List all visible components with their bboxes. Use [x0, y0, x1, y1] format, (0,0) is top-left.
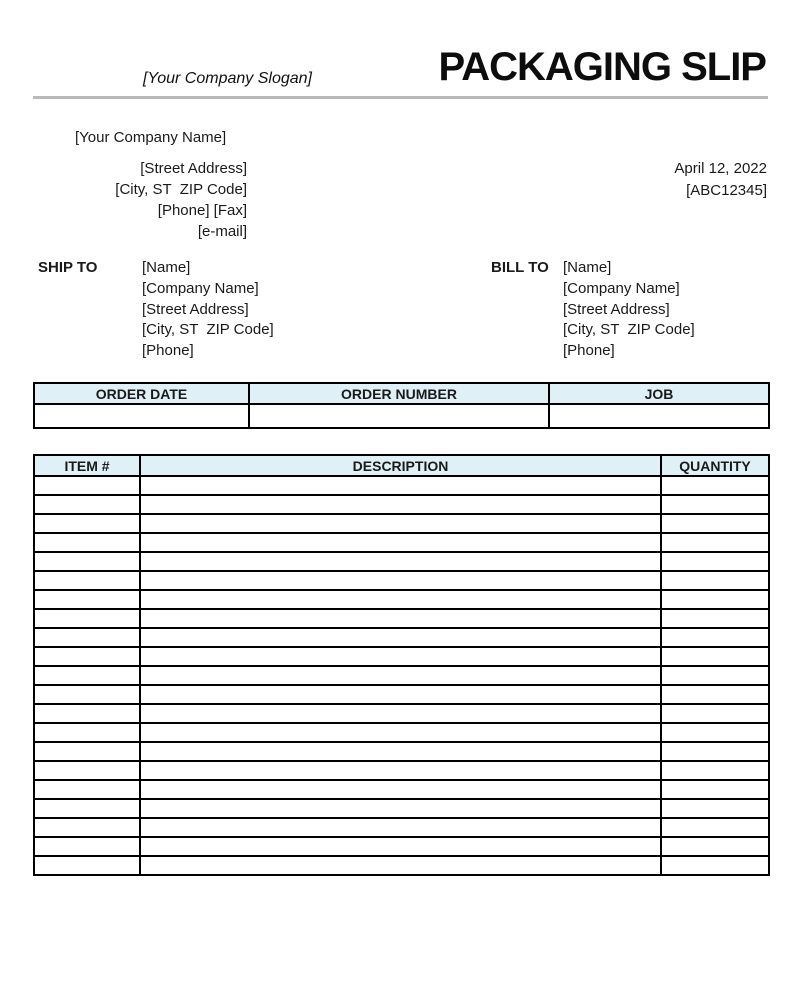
bill-to-street: [Street Address]	[563, 300, 670, 318]
line-item-description-field[interactable]	[140, 837, 661, 856]
line-item-item-number-field[interactable]	[34, 742, 140, 761]
line-item-quantity-field[interactable]	[661, 590, 769, 609]
line-item-description-field[interactable]	[140, 628, 661, 647]
header-divider	[33, 96, 768, 99]
line-item-row	[34, 704, 769, 723]
line-item-quantity-field[interactable]	[661, 533, 769, 552]
line-item-row	[34, 742, 769, 761]
line-item-row	[34, 476, 769, 495]
company-address-block	[33, 158, 247, 242]
line-item-row	[34, 495, 769, 514]
line-item-quantity-field[interactable]	[661, 837, 769, 856]
line-item-row	[34, 628, 769, 647]
order-date-header: ORDER DATE	[34, 383, 249, 404]
line-item-item-number-field[interactable]	[34, 476, 140, 495]
document-reference: [ABC12345]	[686, 181, 767, 199]
line-item-description-field[interactable]	[140, 780, 661, 799]
line-item-description-field[interactable]	[140, 704, 661, 723]
line-item-description-field[interactable]	[140, 742, 661, 761]
document-meta-block	[674, 158, 767, 201]
line-item-item-number-field[interactable]	[34, 552, 140, 571]
item-number-header: ITEM #	[34, 455, 140, 476]
line-item-row	[34, 723, 769, 742]
line-item-row	[34, 761, 769, 780]
line-item-item-number-field[interactable]	[34, 761, 140, 780]
line-item-row	[34, 514, 769, 533]
line-items-body	[34, 476, 769, 875]
line-item-description-field[interactable]	[140, 818, 661, 837]
line-item-description-field[interactable]	[140, 476, 661, 495]
line-item-description-field[interactable]	[140, 799, 661, 818]
line-item-quantity-field[interactable]	[661, 571, 769, 590]
line-item-description-field[interactable]	[140, 533, 661, 552]
order-info-header-row	[34, 383, 769, 404]
company-name: [Your Company Name]	[75, 129, 227, 146]
quantity-header: QUANTITY	[661, 455, 769, 476]
line-item-quantity-field[interactable]	[661, 628, 769, 647]
job-field[interactable]	[549, 404, 769, 428]
line-item-item-number-field[interactable]	[34, 590, 140, 609]
line-item-description-field[interactable]	[140, 571, 661, 590]
ship-to-city-state-zip: [City, ST ZIP Code]	[142, 321, 274, 339]
line-item-description-field[interactable]	[140, 590, 661, 609]
line-item-item-number-field[interactable]	[34, 495, 140, 514]
order-number-field[interactable]	[249, 404, 549, 428]
bill-to-name: [Name]	[563, 259, 612, 276]
job-header: JOB	[549, 383, 769, 404]
line-items-table	[33, 454, 770, 876]
line-item-item-number-field[interactable]	[34, 780, 140, 799]
line-item-description-field[interactable]	[140, 723, 661, 742]
line-item-description-field[interactable]	[140, 552, 661, 571]
line-item-quantity-field[interactable]	[661, 609, 769, 628]
ship-to-street: [Street Address]	[142, 300, 249, 318]
bill-to-address-block	[563, 258, 695, 362]
line-item-item-number-field[interactable]	[34, 704, 140, 723]
description-header: DESCRIPTION	[140, 455, 661, 476]
document-date: April 12, 2022	[674, 160, 767, 177]
ship-to-company: [Company Name]	[142, 279, 259, 297]
line-item-row	[34, 856, 769, 875]
line-item-quantity-field[interactable]	[661, 666, 769, 685]
line-item-row	[34, 609, 769, 628]
line-item-row	[34, 571, 769, 590]
company-slogan: [Your Company Slogan]	[143, 70, 312, 87]
line-item-item-number-field[interactable]	[34, 666, 140, 685]
order-info-table	[33, 382, 770, 429]
line-item-description-field[interactable]	[140, 514, 661, 533]
bill-to-phone: [Phone]	[563, 342, 615, 360]
line-item-row	[34, 552, 769, 571]
line-item-item-number-field[interactable]	[34, 571, 140, 590]
line-item-row	[34, 837, 769, 856]
bill-to-company: [Company Name]	[563, 279, 680, 297]
line-item-quantity-field[interactable]	[661, 514, 769, 533]
line-item-item-number-field[interactable]	[34, 514, 140, 533]
line-item-quantity-field[interactable]	[661, 476, 769, 495]
line-item-quantity-field[interactable]	[661, 723, 769, 742]
line-item-item-number-field[interactable]	[34, 533, 140, 552]
line-item-item-number-field[interactable]	[34, 647, 140, 666]
company-phone-fax: [Phone] [Fax]	[157, 202, 247, 219]
line-item-row	[34, 666, 769, 685]
line-item-description-field[interactable]	[140, 647, 661, 666]
line-item-quantity-field[interactable]	[661, 647, 769, 666]
ship-to-address-block	[142, 258, 274, 362]
ship-to-label: SHIP TO	[38, 259, 98, 276]
line-item-row	[34, 590, 769, 609]
line-item-row	[34, 685, 769, 704]
line-item-quantity-field[interactable]	[661, 742, 769, 761]
company-street: [Street Address]	[140, 160, 247, 177]
company-email: [e-mail]	[197, 223, 247, 240]
line-item-quantity-field[interactable]	[661, 552, 769, 571]
line-items-header-row	[34, 455, 769, 476]
order-date-field[interactable]	[34, 404, 249, 428]
line-item-item-number-field[interactable]	[34, 799, 140, 818]
company-city-state-zip: [City, ST ZIP Code]	[115, 181, 247, 198]
line-item-description-field[interactable]	[140, 761, 661, 780]
document-title: PACKAGING SLIP	[438, 45, 766, 89]
order-number-header: ORDER NUMBER	[249, 383, 549, 404]
line-item-item-number-field[interactable]	[34, 609, 140, 628]
line-item-item-number-field[interactable]	[34, 723, 140, 742]
line-item-quantity-field[interactable]	[661, 704, 769, 723]
order-info-value-row	[34, 404, 769, 428]
line-item-quantity-field[interactable]	[661, 818, 769, 837]
line-item-item-number-field[interactable]	[34, 628, 140, 647]
line-item-item-number-field[interactable]	[34, 818, 140, 837]
line-item-quantity-field[interactable]	[661, 685, 769, 704]
line-item-quantity-field[interactable]	[661, 856, 769, 875]
line-item-row	[34, 647, 769, 666]
line-item-description-field[interactable]	[140, 685, 661, 704]
line-item-quantity-field[interactable]	[661, 761, 769, 780]
line-item-row	[34, 799, 769, 818]
line-item-quantity-field[interactable]	[661, 495, 769, 514]
line-item-description-field[interactable]	[140, 856, 661, 875]
line-item-item-number-field[interactable]	[34, 856, 140, 875]
ship-to-name: [Name]	[142, 259, 191, 276]
line-item-item-number-field[interactable]	[34, 837, 140, 856]
line-item-description-field[interactable]	[140, 666, 661, 685]
line-item-description-field[interactable]	[140, 495, 661, 514]
line-item-item-number-field[interactable]	[34, 685, 140, 704]
bill-to-label: BILL TO	[491, 259, 549, 276]
line-item-quantity-field[interactable]	[661, 780, 769, 799]
line-item-row	[34, 780, 769, 799]
line-item-row	[34, 818, 769, 837]
line-item-quantity-field[interactable]	[661, 799, 769, 818]
bill-to-city-state-zip: [City, ST ZIP Code]	[563, 321, 695, 339]
line-item-description-field[interactable]	[140, 609, 661, 628]
line-item-row	[34, 533, 769, 552]
ship-to-phone: [Phone]	[142, 342, 194, 360]
